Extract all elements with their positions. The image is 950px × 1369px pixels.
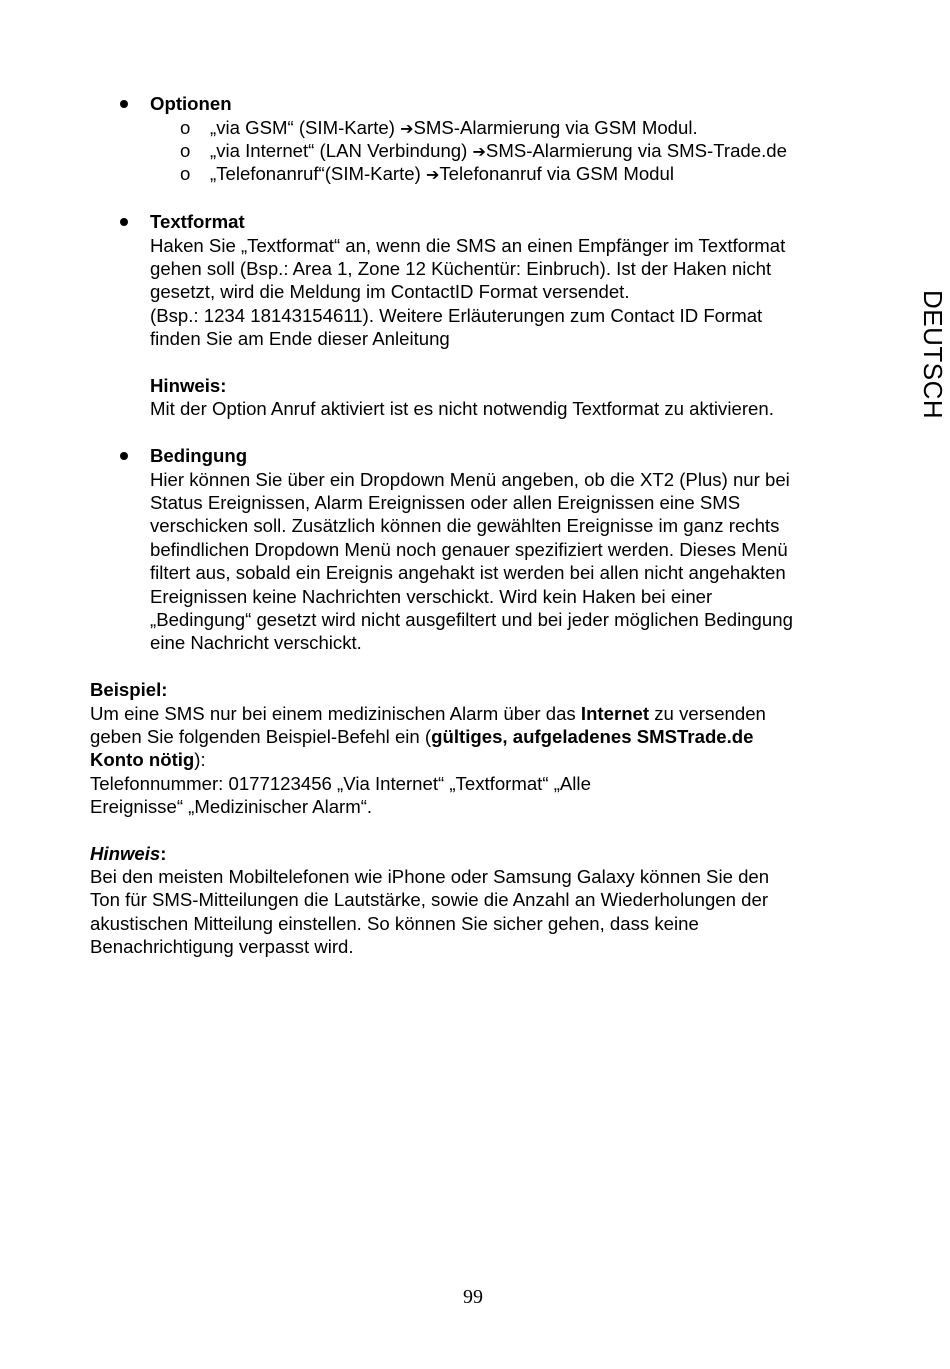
option-text: SMS-Alarmierung via SMS-Trade.de [485, 140, 787, 161]
language-side-tab: DEUTSCH [918, 290, 948, 420]
beispiel-line [90, 725, 754, 748]
beispiel-line: Ereignisse“ „Medizinischer Alarm“. [90, 796, 373, 817]
textformat-note-text: Mit der Option Anruf aktiviert ist es nicht notwendig Textformat zu aktivieren. [150, 398, 774, 419]
option-text: Telefonanruf via GSM Modul [439, 163, 674, 184]
beispiel-line [90, 702, 766, 725]
option-text: SMS-Alarmierung via GSM Modul. [413, 117, 698, 138]
paragraph-line: Ton für SMS-Mitteilungen die Lautstärke, sowie die Anzahl an Wiederholungen der [90, 889, 769, 910]
hinweis-label: Hinweis [90, 843, 161, 864]
option-text: „via Internet“ (LAN Verbindung) [210, 140, 473, 161]
bedingung-heading: Bedingung [150, 445, 248, 466]
paragraph-line: Benachrichtigung verpasst wird. [90, 936, 354, 957]
optionen-heading: Optionen [150, 93, 232, 114]
arrow-right-icon: ➔ [472, 142, 486, 161]
paragraph-line: eine Nachricht verschickt. [150, 632, 362, 653]
arrow-right-icon: ➔ [400, 119, 414, 138]
paragraph-line: verschicken soll. Zusätzlich können die gewählten Ereignisse im ganz rechts [150, 515, 780, 536]
option-item-internet [210, 139, 787, 163]
paragraph-line: (Bsp.: 1234 18143154611). Weitere Erläuterungen zum Contact ID Format [150, 305, 763, 326]
paragraph-line: gesetzt, wird die Meldung im ContactID Format versendet. [150, 281, 630, 302]
sub-marker: o [180, 117, 191, 138]
option-text: „Telefonanruf“(SIM-Karte) [210, 163, 426, 184]
textformat-note-heading: Hinweis: [150, 375, 227, 396]
emphasis-account: Konto nötig [90, 749, 195, 770]
bullet-textformat [120, 218, 128, 226]
paragraph-line: Hier können Sie über ein Dropdown Menü angeben, ob die XT2 (Plus) nur bei [150, 469, 790, 490]
text-span: geben Sie folgenden Beispiel-Befehl ein ( [90, 726, 432, 747]
option-text: „via GSM“ (SIM-Karte) [210, 117, 401, 138]
option-item-telefonanruf [210, 162, 674, 186]
paragraph-line: finden Sie am Ende dieser Anleitung [150, 328, 450, 349]
hinweis-colon: : [160, 843, 167, 864]
page-number: 99 [463, 1286, 483, 1308]
sub-marker: o [180, 140, 191, 161]
paragraph-line: gehen soll (Bsp.: Area 1, Zone 12 Küchentür: Einbruch). Ist der Haken nicht [150, 258, 772, 279]
hinweis-heading [90, 842, 166, 865]
emphasis-account: gültiges, aufgeladenes SMSTrade.de [431, 726, 754, 747]
bullet-bedingung [120, 452, 128, 460]
text-span: Um eine SMS nur bei einem medizinischen Alarm über das [90, 703, 581, 724]
paragraph-line: akustischen Mitteilung einstellen. So können Sie sicher gehen, dass keine [90, 913, 699, 934]
sub-marker: o [180, 163, 191, 184]
paragraph-line: „Bedingung“ gesetzt wird nicht ausgefiltert und bei jeder möglichen Bedingung [150, 609, 793, 630]
beispiel-line: Telefonnummer: 0177123456 „Via Internet“ „Textformat“ „Alle [90, 773, 591, 794]
bullet-optionen [120, 100, 128, 108]
emphasis-internet: Internet [580, 703, 650, 724]
option-item-gsm [210, 116, 698, 140]
beispiel-heading: Beispiel: [90, 679, 168, 700]
paragraph-line: Bei den meisten Mobiltelefonen wie iPhone oder Samsung Galaxy können Sie den [90, 866, 770, 887]
paragraph-line: befindlichen Dropdown Menü noch genauer spezifiziert werden. Dieses Menü [150, 539, 788, 560]
textformat-heading: Textformat [150, 211, 245, 232]
arrow-right-icon: ➔ [425, 165, 440, 184]
paragraph-line: Ereignissen keine Nachrichten verschickt. Wird kein Haken bei einer [150, 586, 713, 607]
beispiel-line [90, 748, 206, 771]
paragraph-line: filtert aus, sobald ein Ereignis angehakt ist werden bei allen nicht angehakten [150, 562, 786, 583]
paragraph-line: Status Ereignissen, Alarm Ereignissen oder allen Ereignissen eine SMS [150, 492, 741, 513]
text-span: ): [194, 749, 206, 770]
text-span: zu versenden [649, 703, 766, 724]
paragraph-line: Haken Sie „Textformat“ an, wenn die SMS an einen Empfänger im Textformat [150, 235, 786, 256]
